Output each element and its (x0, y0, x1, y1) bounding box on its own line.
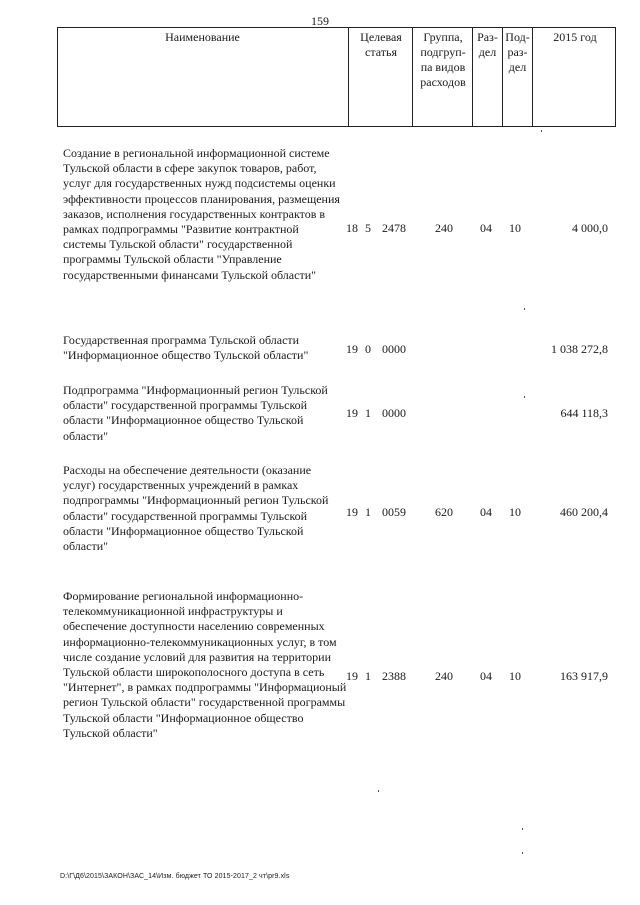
row-subsection: 10 (509, 505, 521, 519)
row-section: 04 (480, 669, 492, 683)
scan-speck (524, 396, 525, 398)
row-amount: 4 000,0 (572, 221, 608, 235)
header-name: Наименование (165, 30, 240, 44)
row-code-1: 19 (346, 406, 358, 420)
scan-speck (522, 852, 523, 854)
header-subsection: Под-раз-дел (505, 30, 530, 74)
row-code-2: 5 (365, 221, 371, 235)
row-name: Государственная программа Тульской области "Информационное общество Тульской области" (63, 333, 309, 363)
row-section: 04 (480, 505, 492, 519)
row-subsection: 10 (509, 221, 521, 235)
row-amount: 163 917,9 (560, 669, 608, 683)
header-expense-group: Группа, подгруп-па видов расходов (420, 30, 466, 89)
row-code-1: 18 (346, 221, 358, 235)
header-divider (502, 27, 503, 127)
header-section: Раз-дел (477, 30, 498, 59)
header-divider (412, 27, 413, 127)
scan-speck (378, 790, 379, 792)
header-divider (532, 27, 533, 127)
table-header (57, 27, 616, 127)
row-amount: 644 118,3 (560, 406, 608, 420)
row-amount: 1 038 272,8 (551, 342, 608, 356)
row-name: Подпрограмма "Информационный регион Тульской области" государственной программы Тульской области "Информационное общество Тульской области" (63, 383, 328, 443)
header-divider (615, 27, 616, 127)
header-year: 2015 год (553, 30, 597, 44)
row-code-1: 19 (346, 505, 358, 519)
row-code-3: 0059 (382, 505, 406, 519)
scan-speck (522, 828, 523, 830)
row-code-2: 1 (365, 505, 371, 519)
row-name: Создание в региональной информационной системе Тульской области в сфере закупок товаров, работ, услуг для государственных нужд подсистемы оценки эффективности процессов планирования, размещения заказов, исполнения государственных контрактов в рамках подпрограммы "Развитие контрактной системы Тульской области" государственной программы Тульской области "Управление государственными финансами Тульской области" (63, 146, 340, 282)
row-group: 240 (435, 669, 453, 683)
row-code-1: 19 (346, 669, 358, 683)
row-code-3: 0000 (382, 342, 406, 356)
row-section: 04 (480, 221, 492, 235)
file-path-footer: D:\Г\Д6\2015\ЗАКОН\ЗАС_14\Изм. бюджет ТО 2015-2017_2 чт\pr9.xls (60, 873, 290, 880)
row-code-2: 1 (365, 669, 371, 683)
row-name: Формирование региональной информационно-телекоммуникационной инфраструктуры и обеспечение доступности населению современных информационно-телекоммуникационных услуг, в том числе создание условий для развития на территории Тульской области широкополосного доступа в сеть "Интернет", в рамках подпрограммы "Информационый регион Тульской области" государственной программы Тульской области "Информационное общество Тульской области" (63, 589, 347, 740)
row-code-1: 19 (346, 342, 358, 356)
row-code-3: 2478 (382, 221, 406, 235)
row-subsection: 10 (509, 669, 521, 683)
scan-speck (524, 308, 525, 310)
scan-speck (541, 130, 542, 132)
row-name: Расходы на обеспечение деятельности (оказание услуг) государственных учреждений в рамках подпрограммы "Информационный регион Тульской области" государственной программы Тульской области "Информационное общество Тульской области" (63, 463, 329, 554)
row-code-3: 2388 (382, 669, 406, 683)
row-group: 620 (435, 505, 453, 519)
header-divider (348, 27, 349, 127)
row-code-2: 1 (365, 406, 371, 420)
row-group: 240 (435, 221, 453, 235)
row-amount: 460 200,4 (560, 505, 608, 519)
page-number: 159 (311, 14, 329, 28)
row-code-3: 0000 (382, 406, 406, 420)
header-target-article: Целевая статья (360, 30, 402, 59)
row-code-2: 0 (365, 342, 371, 356)
